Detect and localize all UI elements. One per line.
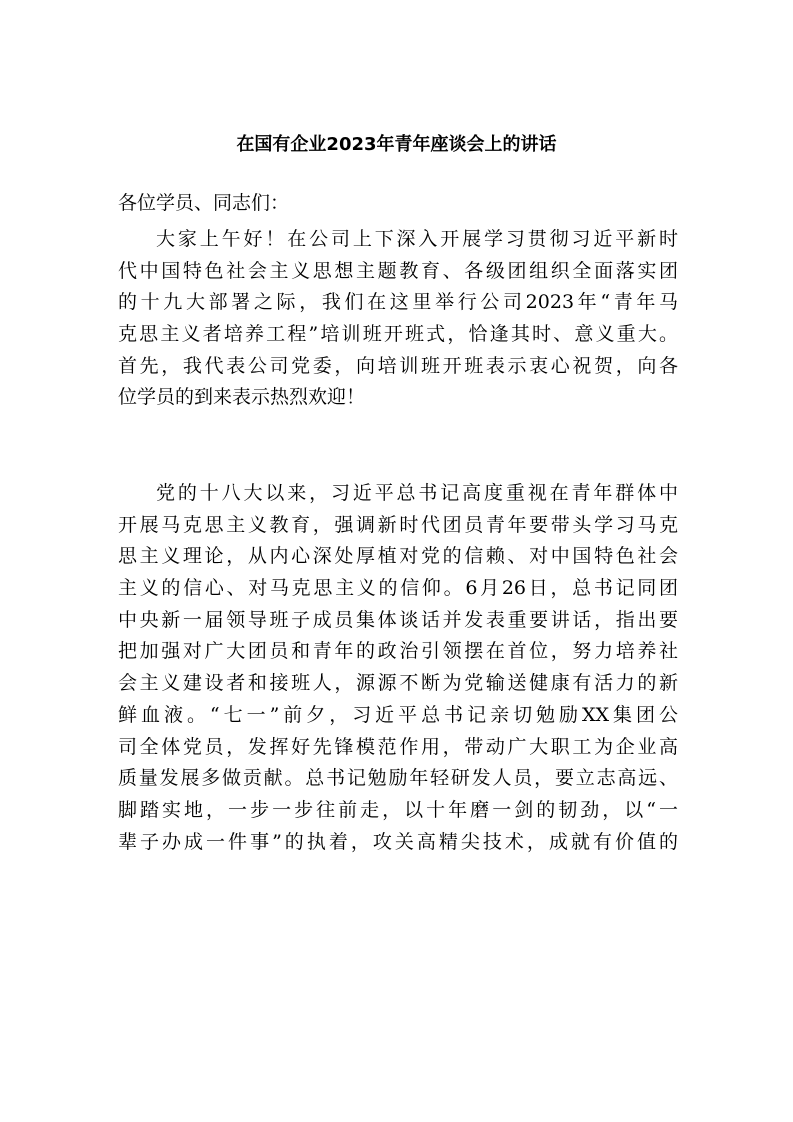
paragraph-line: 脚踏实地，一步一步往前走，以十年磨一剑的韧劲，以“一 <box>118 798 678 821</box>
paragraph-line: 开展马克思主义教育，强调新时代团员青年要带头学习马克 <box>118 513 678 536</box>
paragraph-line: 鲜血液。“七一”前夕，习近平总书记亲切勉励XX集团公 <box>118 703 678 726</box>
paragraph-line: 代中国特色社会主义思想主题教育、各级团组织全面落实团 <box>118 259 678 282</box>
paragraph-line: 质量发展多做贡献。总书记勉励年轻研发人员，要立志高远、 <box>118 767 678 790</box>
paragraph-line: 把加强对广大团员和青年的政治引领摆在首位，努力培养社 <box>118 640 678 663</box>
paragraph-opening <box>118 224 678 414</box>
paragraph-line: 中央新一届领导班子成员集体谈话并发表重要讲话，指出要 <box>118 608 678 631</box>
paragraph-line: 党的十八大以来，习近平总书记高度重视在青年群体中 <box>156 482 678 504</box>
paragraph-line: 会主义建设者和接班人，源源不断为党输送健康有活力的新 <box>118 672 678 695</box>
paragraph-line: 首先，我代表公司党委，向培训班开班表示衷心祝贺，向各 <box>118 354 678 377</box>
paragraph-line: 的十九大部署之际，我们在这里举行公司2023年“青年马 <box>118 291 678 314</box>
paragraph-line: 司全体党员，发挥好先锋模范作用，带动广大职工为企业高 <box>118 735 678 758</box>
paragraph-line: 思主义理论，从内心深处厚植对党的信赖、对中国特色社会 <box>118 545 678 568</box>
salutation: 各位学员、同志们： <box>118 192 290 214</box>
paragraph-line: 克思主义者培养工程”培训班开班式，恰逢其时、意义重大。 <box>118 323 678 346</box>
paragraph-line: 大家上午好！在公司上下深入开展学习贯彻习近平新时 <box>156 228 678 250</box>
paragraph-line: 辈子办成一件事”的执着，攻关高精尖技术，成就有价值的 <box>118 830 678 853</box>
paragraph-body <box>118 478 678 858</box>
paragraph-line: 位学员的到来表示热烈欢迎！ <box>118 386 366 409</box>
document-title: 在国有企业2023年青年座谈会上的讲话 <box>236 134 557 155</box>
paragraph-line: 主义的信心、对马克思主义的信仰。6月26日，总书记同团 <box>118 577 678 600</box>
